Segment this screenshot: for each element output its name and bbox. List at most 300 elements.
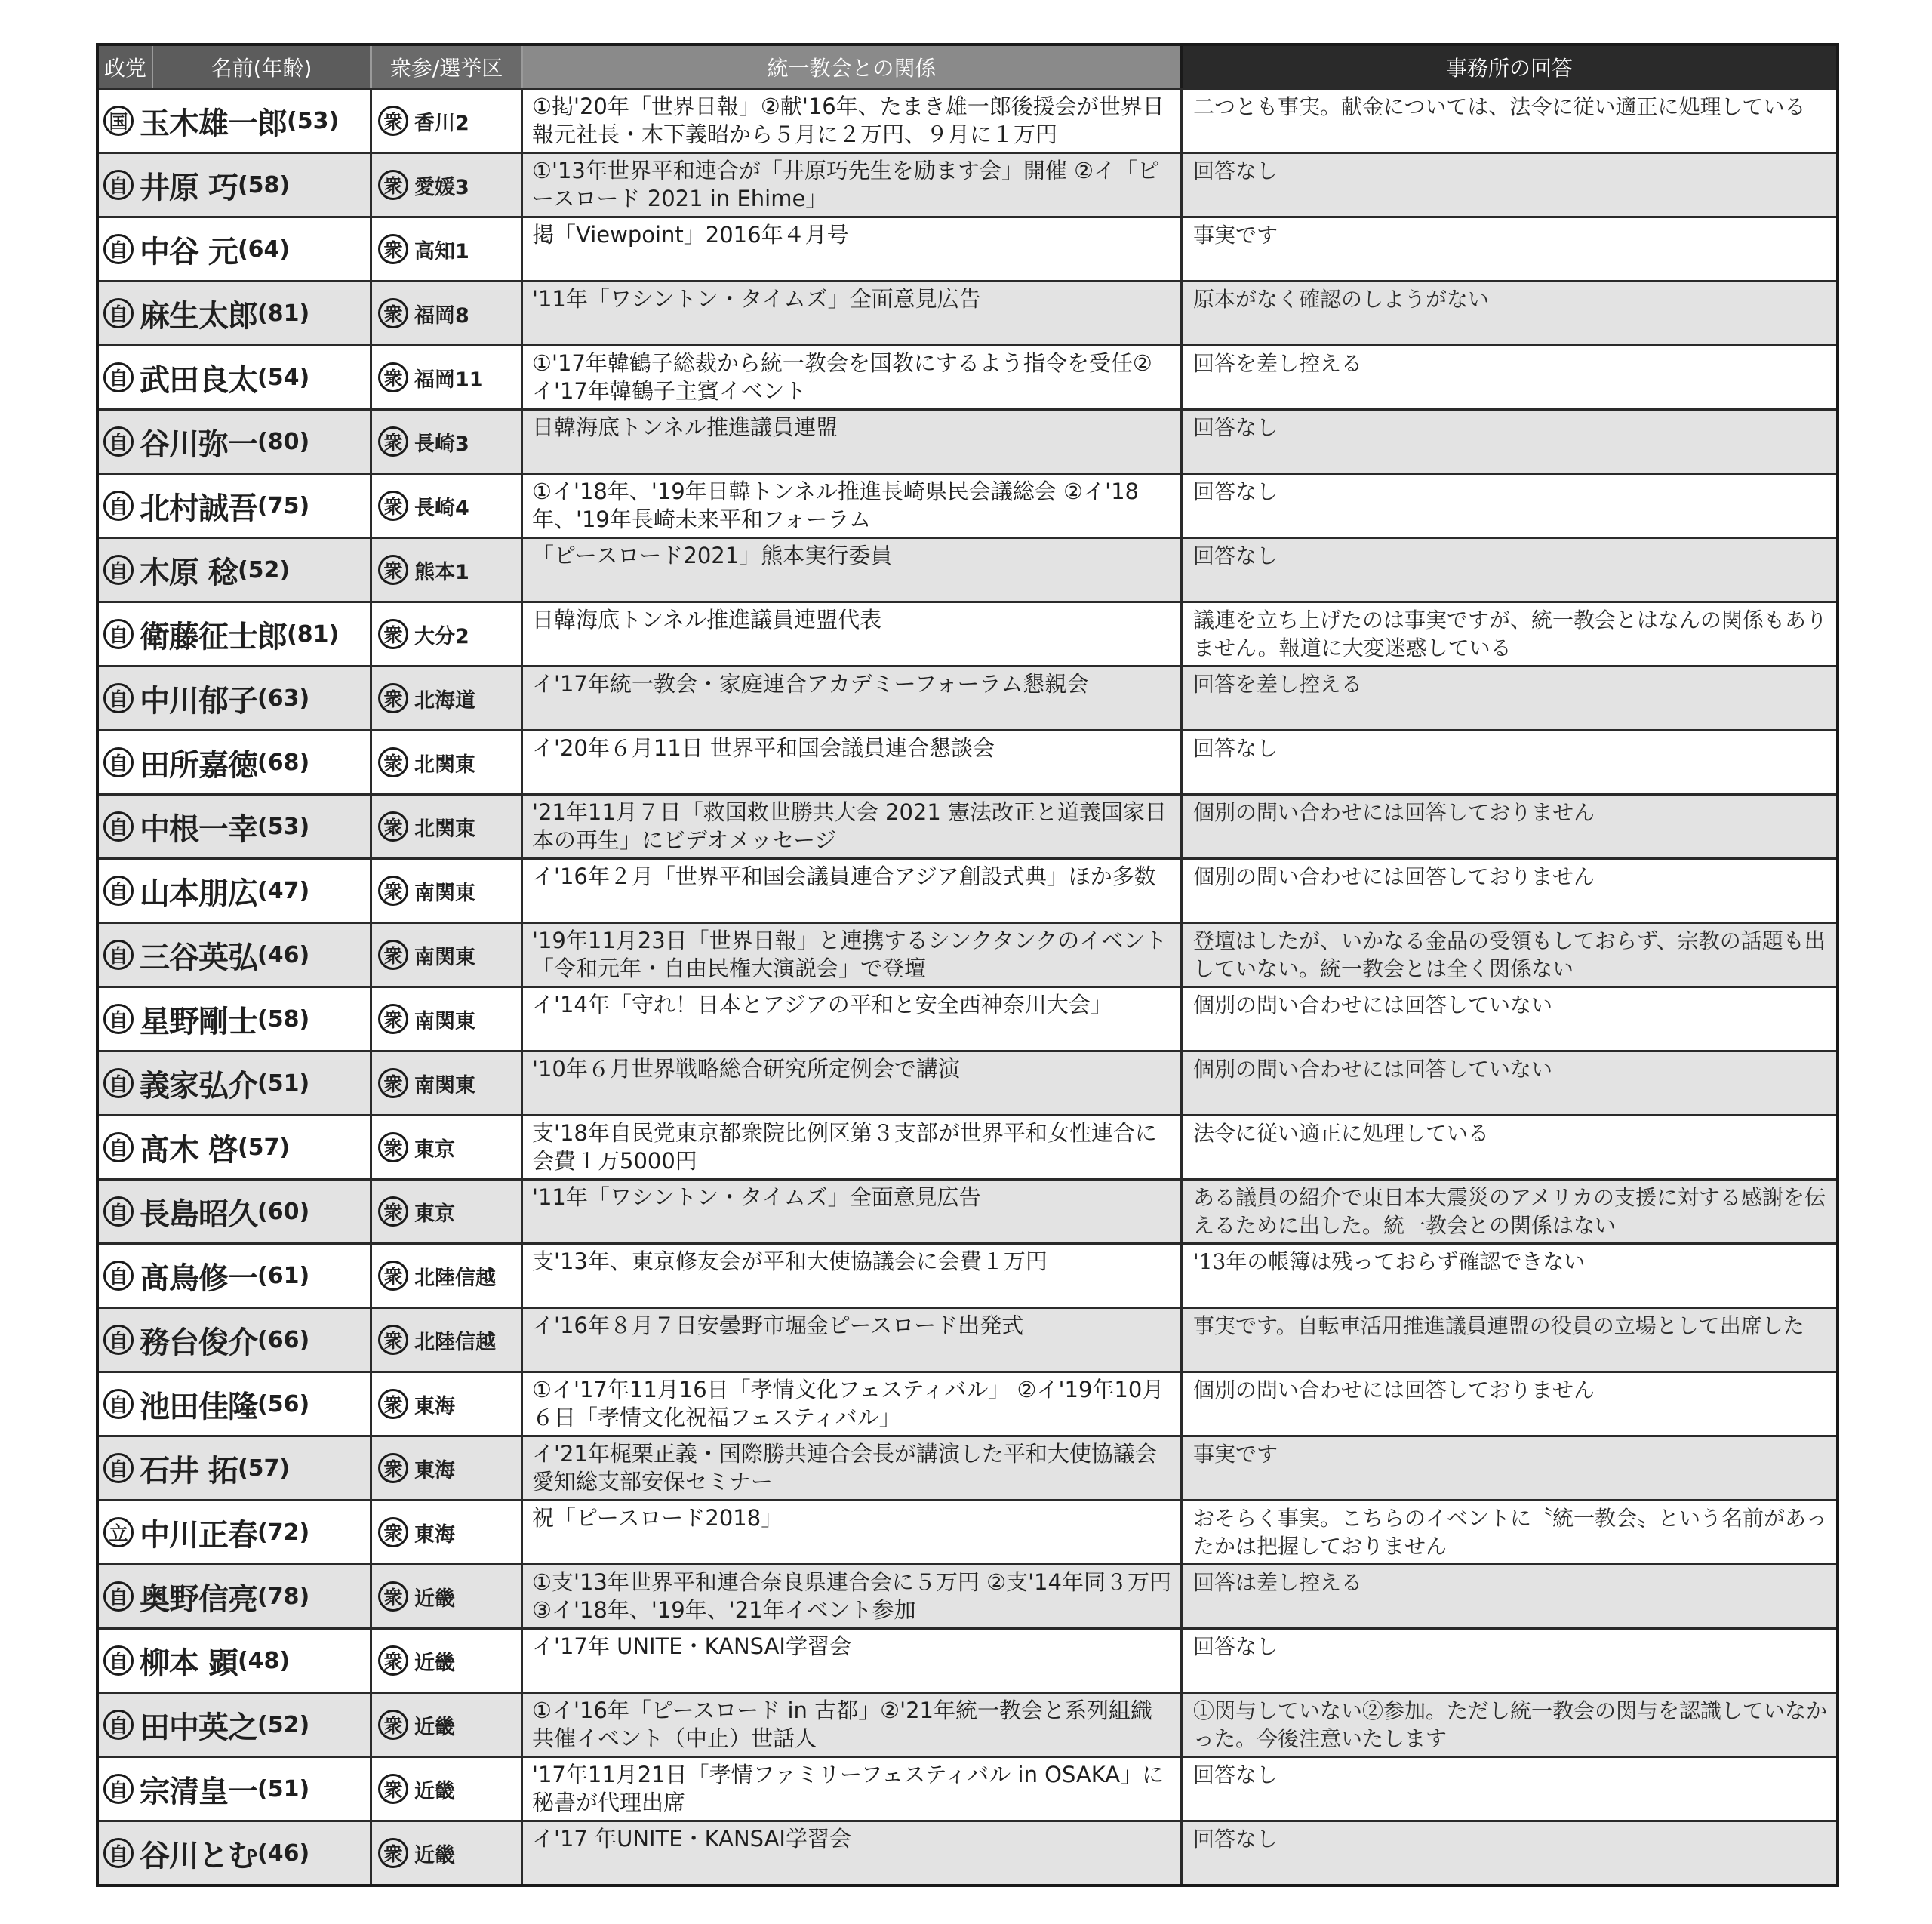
relation-cell [523,731,1183,793]
relation-cell [523,1565,1183,1627]
table-row [99,88,1836,152]
relation-cell [523,1116,1183,1178]
table-row [99,665,1836,729]
house-badge: 衆 [378,1325,408,1355]
relation-cell [523,1501,1183,1563]
district-cell [372,411,523,473]
house-badge: 衆 [378,298,408,328]
relation-cell [523,1052,1183,1114]
district: 南関東 [414,881,475,905]
politician-age: (81) [257,300,310,327]
relation-text: イ'14年「守れ！日本とアジアの平和と安全西神奈川大会」 [532,992,1112,1017]
table-row [99,408,1836,473]
response-text: 議連を立ち上げたのは事実ですが、統一教会とはなんの関係もありません。報道に大変迷惑している [1193,608,1828,660]
response-text: '13年の帳簿は残っておらず確認できない [1193,1249,1586,1274]
response-text: 回答なし [1193,159,1278,183]
name-cell [99,90,372,152]
name-cell [99,1052,372,1114]
district-cell [372,1758,523,1820]
response-cell [1183,1501,1836,1563]
house-badge: 衆 [378,1261,408,1291]
name-cell [99,539,372,601]
response-text: 回答なし [1193,1634,1278,1659]
house-badge: 衆 [378,811,408,842]
header-party-name [99,46,372,88]
politician-table [96,43,1839,1887]
politician-name: 山本朋広 [140,876,257,911]
party-badge: 自 [103,876,134,906]
name-cell [99,603,372,665]
relation-cell [523,475,1183,537]
table-row [99,1692,1836,1756]
table-row [99,1563,1836,1627]
party-badge: 自 [103,491,134,521]
district: 香川2 [414,111,469,135]
response-text: 回答なし [1193,415,1278,440]
response-cell [1183,988,1836,1050]
district-cell [372,1052,523,1114]
party-badge: 自 [103,683,134,713]
response-text: 回答なし [1193,736,1278,761]
response-cell [1183,796,1836,857]
relation-cell [523,924,1183,986]
district: 近畿 [414,1715,455,1739]
house-badge: 衆 [378,1453,408,1483]
house-badge: 衆 [378,1645,408,1676]
relation-cell [523,154,1183,216]
relation-text: イ'17年統一教会・家庭連合アカデミーフォーラム懇親会 [532,671,1089,697]
response-text: 個別の問い合わせには回答しておりません [1193,800,1595,825]
party-badge: 自 [103,1261,134,1291]
politician-name: 星野剛士 [140,1004,257,1039]
relation-text: 支'18年自民党東京都衆院比例区第３支部が世界平和女性連合に会費１万5000円 [532,1120,1157,1174]
response-cell [1183,1565,1836,1627]
district: 近畿 [414,1587,455,1611]
house-badge: 衆 [378,1068,408,1098]
politician-age: (80) [257,428,310,455]
name-cell [99,154,372,216]
party-badge: 自 [103,170,134,200]
district: 北海道 [414,688,475,713]
name-cell [99,731,372,793]
relation-text: 日韓海底トンネル推進議員連盟代表 [532,607,882,633]
district-cell [372,90,523,152]
response-cell [1183,1052,1836,1114]
relation-cell [523,796,1183,857]
relation-cell [523,1694,1183,1756]
response-text: 登壇はしたが、いかなる金品の受領もしておらず、宗教の話題も出していない。統一教会とは全く関係ない [1193,928,1826,981]
table-row [99,601,1836,665]
house-badge: 衆 [378,747,408,777]
party-badge: 自 [103,1325,134,1355]
relation-cell [523,1181,1183,1242]
relation-cell [523,603,1183,665]
table-row [99,1307,1836,1371]
district: 東京 [414,1202,455,1226]
relation-cell [523,860,1183,922]
relation-text: '11年「ワシントン・タイムズ」全面意見広告 [532,1184,981,1210]
relation-text: ①イ'17年11月16日「孝情文化フェスティバル」 ②イ'19年10月６日「孝情文化祝福フェスティバル」 [532,1377,1164,1430]
politician-name: 中谷 元 [140,234,238,269]
house-badge: 衆 [378,1838,408,1868]
relation-cell [523,1822,1183,1884]
party-badge: 自 [103,1774,134,1804]
response-cell [1183,1245,1836,1307]
party-badge: 自 [103,1004,134,1034]
politician-name: 義家弘介 [140,1068,257,1104]
politician-age: (60) [257,1198,310,1225]
politician-name: 池田佳隆 [140,1389,257,1424]
district-cell [372,1181,523,1242]
response-cell [1183,1116,1836,1178]
house-badge: 衆 [378,555,408,585]
relation-text: ①支'13年世界平和連合奈良県連合会に５万円 ②支'14年同３万円③イ'18年、'19年、'21年イベント参加 [532,1569,1171,1623]
table-row [99,1114,1836,1178]
district: 北関東 [414,753,475,777]
party-badge: 自 [103,1645,134,1676]
politician-name: 石井 拓 [140,1453,238,1488]
name-cell [99,1309,372,1371]
politician-age: (51) [257,1775,310,1802]
district-cell [372,346,523,408]
table-body [99,88,1836,1884]
response-text: 個別の問い合わせには回答しておりません [1193,1378,1595,1402]
name-cell [99,1245,372,1307]
response-text: ある議員の紹介で東日本大震災のアメリカの支援に対する感謝を伝えるために出した。統一教会との関係はない [1193,1185,1826,1238]
politician-name: 衛藤征士郎 [140,619,287,654]
district: 福岡11 [414,368,484,392]
district: 近畿 [414,1779,455,1803]
name-cell [99,346,372,408]
table-row [99,216,1836,280]
house-badge: 衆 [378,491,408,521]
response-cell [1183,539,1836,601]
district: 東海 [414,1522,455,1547]
table-row [99,986,1836,1050]
politician-age: (47) [257,877,310,904]
header-party: 政党 [99,46,153,88]
relation-cell [523,411,1183,473]
district-cell [372,924,523,986]
politician-name: 武田良太 [140,362,257,398]
district-cell [372,667,523,729]
relation-cell [523,1309,1183,1371]
district: 熊本1 [414,560,469,584]
response-cell [1183,603,1836,665]
house-badge: 衆 [378,940,408,970]
relation-text: '11年「ワシントン・タイムズ」全面意見広告 [532,286,981,312]
header-response: 事務所の回答 [1183,46,1836,88]
party-badge: 自 [103,1196,134,1227]
party-badge: 自 [103,555,134,585]
party-badge: 自 [103,1132,134,1162]
relation-cell [523,667,1183,729]
response-text: 回答なし [1193,479,1278,504]
response-cell [1183,731,1836,793]
politician-name: 宗清皇一 [140,1774,257,1809]
politician-name: 谷川弥一 [140,426,257,462]
district-cell [372,1245,523,1307]
name-cell [99,1630,372,1692]
table-row [99,729,1836,793]
relation-cell [523,539,1183,601]
name-cell [99,1116,372,1178]
response-cell [1183,1758,1836,1820]
table-header [99,46,1836,88]
name-cell [99,1758,372,1820]
politician-name: 長島昭久 [140,1196,257,1232]
house-badge: 衆 [378,234,408,264]
header-name-age: 名前(年齢) [211,55,312,81]
relation-text: イ'21年梶栗正義・国際勝共連合会長が講演した平和大使協議会愛知総支部安保セミナー [532,1441,1157,1495]
politician-age: (46) [257,941,310,968]
politician-age: (51) [257,1070,310,1097]
party-badge: 自 [103,298,134,328]
politician-age: (78) [257,1583,310,1610]
house-badge: 衆 [378,1132,408,1162]
district-cell [372,1565,523,1627]
response-text: 回答なし [1193,1827,1278,1852]
district-cell [372,603,523,665]
table-row [99,922,1836,986]
name-cell [99,1822,372,1884]
district: 南関東 [414,1009,475,1033]
district: 東海 [414,1394,455,1418]
name-cell [99,1565,372,1627]
politician-name: 中根一幸 [140,811,257,847]
party-badge: 国 [103,106,134,136]
relation-cell [523,218,1183,280]
politician-name: 髙鳥修一 [140,1261,257,1296]
response-cell [1183,1181,1836,1242]
party-badge: 自 [103,811,134,842]
politician-age: (64) [237,235,291,263]
table-row [99,793,1836,857]
politician-age: (56) [257,1390,310,1418]
district-cell [372,988,523,1050]
party-badge: 立 [103,1517,134,1547]
house-badge: 衆 [378,619,408,649]
house-badge: 衆 [378,1389,408,1419]
district-cell [372,539,523,601]
politician-name: 中川郁子 [140,683,257,719]
name-cell [99,1437,372,1499]
party-badge: 自 [103,940,134,970]
house-badge: 衆 [378,1581,408,1612]
district-cell [372,154,523,216]
response-cell [1183,282,1836,344]
response-text: 原本がなく確認のしようがない [1193,287,1490,312]
politician-age: (46) [257,1839,310,1867]
district: 長崎3 [414,432,469,456]
politician-name: 中川正春 [140,1517,257,1553]
district: 近畿 [414,1651,455,1675]
response-text: 回答は差し控える [1193,1570,1363,1595]
response-text: 回答なし [1193,1762,1278,1787]
party-badge: 自 [103,619,134,649]
response-text: 事実です。自転車活用推進議員連盟の役員の立場として出席した [1193,1313,1804,1338]
house-badge: 衆 [378,1196,408,1227]
relation-text: 「ピースロード2021」熊本実行委員 [532,543,893,568]
politician-age: (58) [257,1005,310,1033]
response-text: 個別の問い合わせには回答しておりません [1193,864,1595,889]
district-cell [372,731,523,793]
politician-name: 田所嘉徳 [140,747,257,783]
table-row [99,857,1836,922]
name-cell [99,475,372,537]
relation-text: 掲「Viewpoint」2016年４月号 [532,222,849,248]
politician-name: 三谷英弘 [140,940,257,975]
district: 大分2 [414,624,469,648]
politician-age: (63) [257,685,310,712]
response-text: ①関与していない②参加。ただし統一教会の関与を認識していなかった。今後注意いたします [1193,1698,1828,1751]
name-cell [99,1181,372,1242]
response-text: 事実です [1193,223,1278,248]
politician-age: (81) [287,620,340,648]
party-badge: 自 [103,426,134,457]
name-cell [99,282,372,344]
relation-text: 日韓海底トンネル推進議員連盟 [532,414,838,440]
response-text: 個別の問い合わせには回答していない [1193,993,1553,1017]
relation-text: 祝「ピースロード2018」 [532,1505,783,1531]
politician-name: 木原 稔 [140,555,238,590]
relation-text: '21年11月７日「救国救世勝共大会 2021 憲法改正と道義国家日本の再生」にビデオメッセージ [532,799,1168,853]
relation-cell [523,1245,1183,1307]
politician-age: (57) [237,1134,291,1161]
table-row [99,1178,1836,1242]
relation-text: イ'17年 UNITE・KANSAI学習会 [532,1633,851,1659]
response-text: 回答を差し控える [1193,351,1363,376]
district-cell [372,475,523,537]
response-text: 事実です [1193,1442,1278,1467]
relation-text: '17年11月21日「孝情ファミリーフェスティバル in OSAKA」に秘書が代理出席 [532,1762,1164,1815]
district-cell [372,860,523,922]
party-badge: 自 [103,1581,134,1612]
district-cell [372,1116,523,1178]
politician-age: (75) [257,492,310,519]
politician-age: (58) [237,171,291,199]
header-relation: 統一教会との関係 [523,46,1183,88]
district-cell [372,1501,523,1563]
relation-text: イ'16年２月「世界平和国会議員連合アジア創設式典」ほか多数 [532,863,1156,889]
politician-age: (68) [257,749,310,776]
politician-name: 井原 巧 [140,170,238,205]
name-cell [99,988,372,1050]
district: 北陸信越 [414,1266,496,1290]
relation-text: ①'13年世界平和連合が「井原巧先生を励ます会」開催 ②イ「ピースロード 2021 in Ehime」 [532,158,1160,211]
politician-name: 務台俊介 [140,1325,257,1360]
district-cell [372,1630,523,1692]
politician-name: 麻生太郎 [140,298,257,334]
response-cell [1183,1309,1836,1371]
name-cell [99,924,372,986]
table-row [99,1242,1836,1307]
table-row [99,537,1836,601]
party-badge: 自 [103,1068,134,1098]
politician-name: 北村誠吾 [140,491,257,526]
relation-cell [523,282,1183,344]
politician-name: 柳本 顕 [140,1645,238,1681]
politician-name: 谷川とむ [140,1838,257,1873]
table-row [99,344,1836,408]
district-cell [372,218,523,280]
header-house-district: 衆参/選挙区 [372,46,523,88]
party-badge: 自 [103,1389,134,1419]
response-cell [1183,218,1836,280]
response-cell [1183,411,1836,473]
district-cell [372,1437,523,1499]
district-cell [372,796,523,857]
relation-text: '19年11月23日「世界日報」と連携するシンクタンクのイベント「令和元年・自由民権大演説会」で登壇 [532,928,1168,981]
relation-text: イ'17 年UNITE・KANSAI学習会 [532,1826,851,1852]
table-row [99,1756,1836,1820]
response-cell [1183,924,1836,986]
relation-cell [523,90,1183,152]
response-text: 個別の問い合わせには回答していない [1193,1057,1553,1082]
politician-age: (48) [237,1647,291,1674]
table-row [99,280,1836,344]
politician-name: 奥野信亮 [140,1581,257,1617]
relation-text: ①掲'20年「世界日報」②献'16年、たまき雄一郎後援会が世界日報元社長・木下義昭から５月に２万円、９月に１万円 [532,94,1164,147]
house-badge: 衆 [378,362,408,392]
table-row [99,473,1836,537]
politician-age: (54) [257,364,310,391]
politician-name: 玉木雄一郎 [140,106,287,141]
district-cell [372,1373,523,1435]
table-row [99,1627,1836,1692]
district: 北関東 [414,817,475,841]
politician-age: (52) [257,1711,310,1738]
name-cell [99,218,372,280]
response-cell [1183,346,1836,408]
district: 愛媛3 [414,175,469,199]
house-badge: 衆 [378,106,408,136]
politician-age: (53) [257,813,310,840]
relation-cell [523,1373,1183,1435]
district: 南関東 [414,1073,475,1097]
name-cell [99,1373,372,1435]
relation-text: イ'20年６月11日 世界平和国会議員連合懇談会 [532,735,995,761]
relation-cell [523,988,1183,1050]
district: 北陸信越 [414,1330,496,1354]
politician-age: (57) [237,1455,291,1482]
response-cell [1183,475,1836,537]
house-badge: 衆 [378,1710,408,1740]
district-cell [372,1694,523,1756]
party-badge: 自 [103,362,134,392]
table-row [99,1435,1836,1499]
response-cell [1183,90,1836,152]
house-badge: 衆 [378,683,408,713]
district: 福岡8 [414,303,469,328]
relation-text: ①イ'16年「ピースロード in 古都」②'21年統一教会と系列組織共催イベント（中止）世話人 [532,1698,1153,1751]
district-cell [372,1822,523,1884]
name-cell [99,860,372,922]
response-cell [1183,1822,1836,1884]
table-row [99,1820,1836,1884]
district: 東京 [414,1137,455,1162]
politician-age: (61) [257,1262,310,1289]
politician-age: (52) [237,556,291,583]
response-text: 回答なし [1193,543,1278,568]
relation-cell [523,346,1183,408]
name-cell [99,796,372,857]
relation-cell [523,1758,1183,1820]
politician-age: (72) [257,1519,310,1546]
relation-cell [523,1437,1183,1499]
politician-name: 髙木 啓 [140,1132,238,1168]
table-row [99,1050,1836,1114]
